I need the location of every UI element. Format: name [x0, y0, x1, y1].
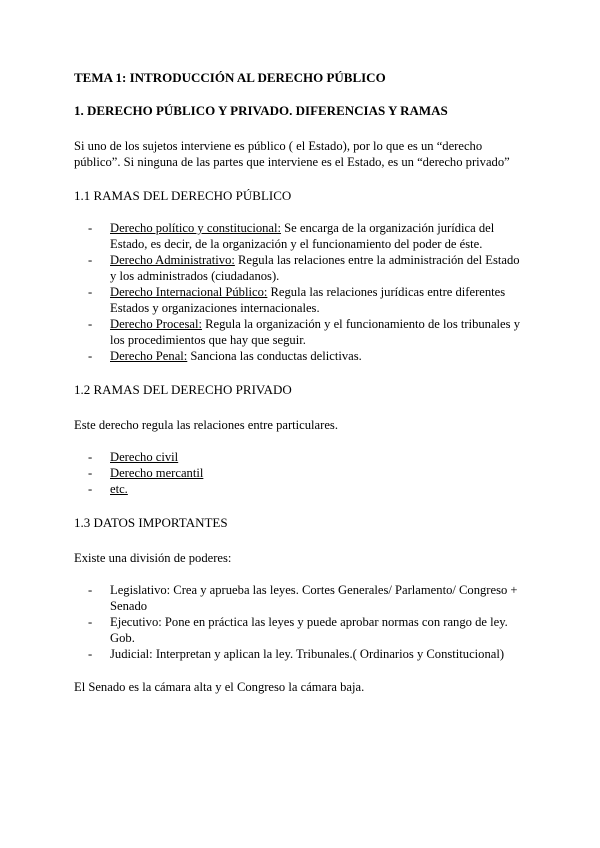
public-branches-list: [74, 220, 520, 364]
list-item: [74, 284, 520, 316]
list-item: - Legislativo: Crea y aprueba las leyes. Cortes Generales/ Parlamento/ Congreso + Senado: [74, 582, 520, 614]
list-item-term: etc.: [110, 482, 128, 496]
list-item-term: Derecho Procesal:: [110, 317, 202, 331]
document-title: TEMA 1: INTRODUCCIÓN AL DERECHO PÚBLICO: [74, 70, 386, 85]
list-item-term: Derecho Internacional Público:: [110, 285, 268, 299]
closing-paragraph: El Senado es la cámara alta y el Congreso la cámara baja.: [74, 680, 365, 694]
list-item: [74, 465, 520, 481]
private-branches-list: [74, 449, 520, 497]
list-item-desc: Se encarga de la organización jurídica del Estado, es decir, de la organización y el funcionamiento del poder de éste.: [110, 221, 495, 251]
list-item-desc: Regula las relaciones jurídicas entre diferentes Estados y organizaciones internacionales.: [110, 285, 506, 315]
powers-lead: Existe una división de poderes:: [74, 551, 232, 565]
list-item-desc: Regula la organización y el funcionamiento de los tribunales y los procedimientos que hay que seguir.: [110, 317, 520, 347]
powers-list: [74, 582, 520, 662]
section-heading: 1. DERECHO PÚBLICO Y PRIVADO. DIFERENCIAS Y RAMAS: [74, 103, 448, 118]
list-item: [74, 252, 520, 284]
intro-paragraph: Si uno de los sujetos interviene es público ( el Estado), por lo que es un “derecho público”. Si ninguna de las partes que interviene es el Estado, es un “derecho privado”: [74, 139, 510, 169]
list-item-desc: Regula las relaciones entre la administración del Estado y los administrados (ciudadanos).: [110, 253, 520, 283]
list-item-desc: Sanciona las conductas delictivas.: [187, 349, 362, 363]
subheading-important-data: 1.3 DATOS IMPORTANTES: [74, 515, 228, 530]
private-branches-lead: Este derecho regula las relaciones entre particulares.: [74, 418, 338, 432]
list-item-term: Derecho político y constitucional:: [110, 221, 282, 235]
list-item: [74, 316, 520, 348]
list-item: [74, 481, 520, 497]
list-item: - Judicial: Interpretan y aplican la ley. Tribunales.( Ordinarios y Constitucional): [74, 646, 520, 662]
list-item: [74, 449, 520, 465]
subheading-private-branches: 1.2 RAMAS DEL DERECHO PRIVADO: [74, 382, 292, 397]
list-item-term: Derecho civil: [110, 450, 179, 464]
list-item: - Ejecutivo: Pone en práctica las leyes y puede aprobar normas con rango de ley. Gob.: [74, 614, 520, 646]
list-item-term: Derecho Penal:: [110, 349, 188, 363]
list-item: [74, 348, 520, 364]
list-item-term: Derecho Administrativo:: [110, 253, 235, 267]
list-item: [74, 220, 520, 252]
list-item-term: Derecho mercantil: [110, 466, 204, 480]
subheading-public-branches: 1.1 RAMAS DEL DERECHO PÚBLICO: [74, 188, 292, 203]
